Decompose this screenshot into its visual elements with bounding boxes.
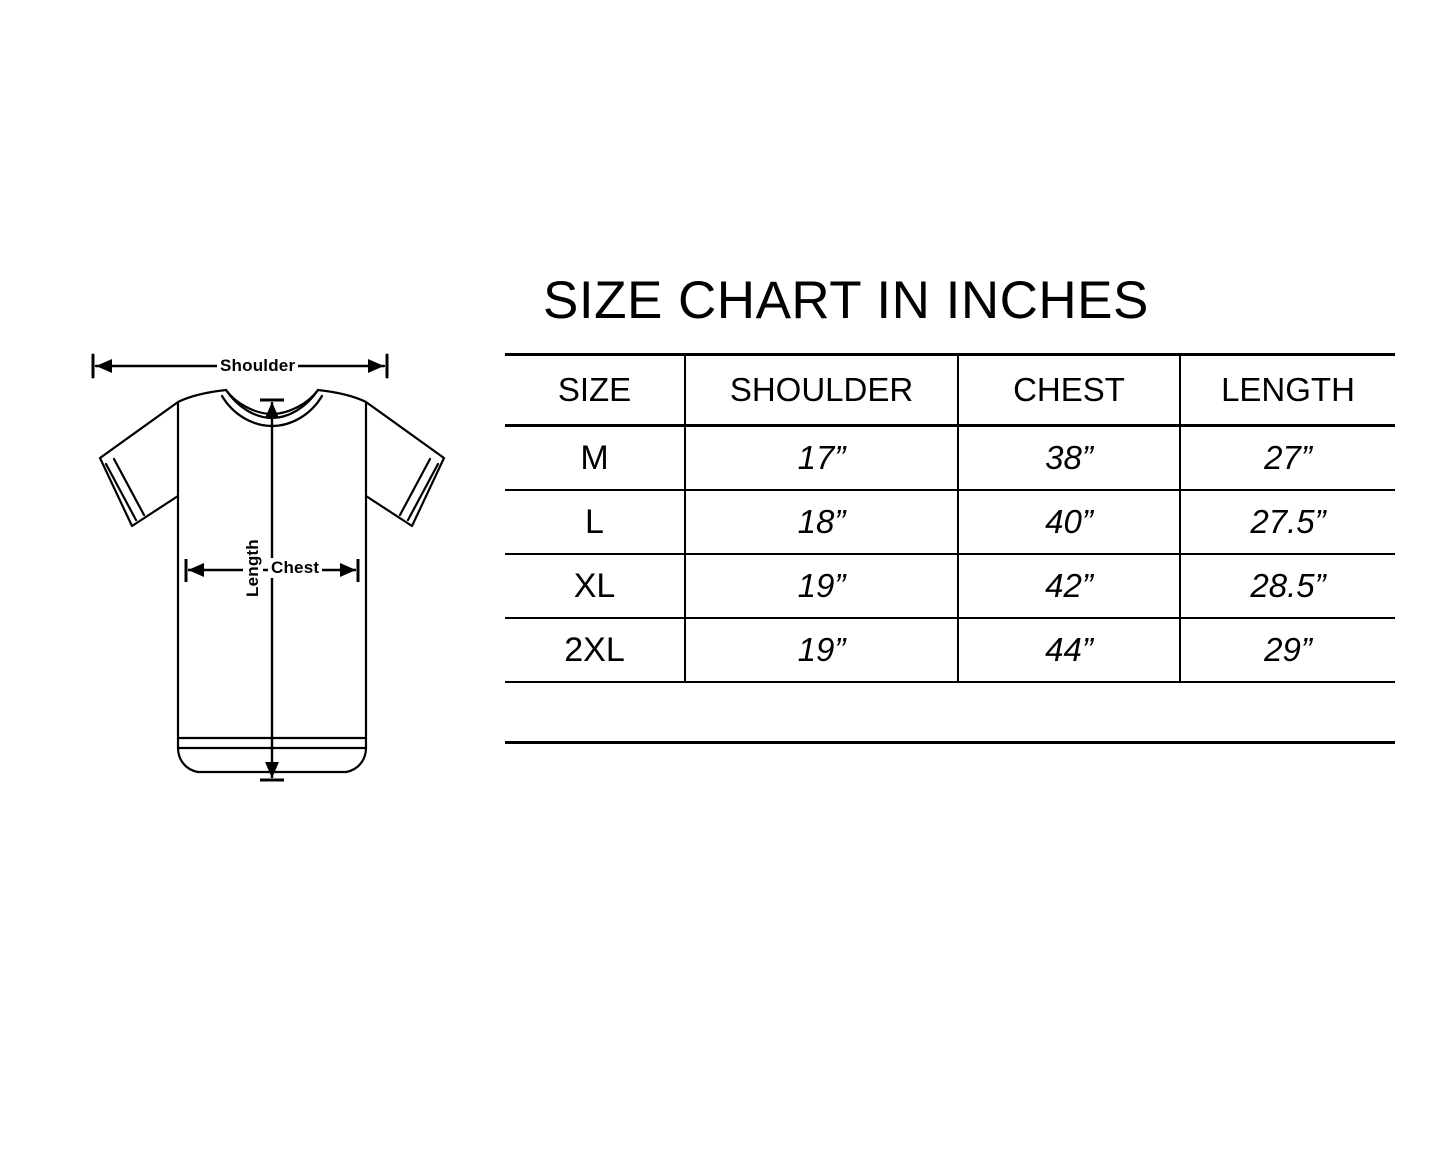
cell-size: L xyxy=(505,490,685,554)
cell-chest: 44” xyxy=(958,618,1180,682)
cell-length: 27” xyxy=(1180,426,1395,491)
cell-shoulder: 19” xyxy=(685,618,958,682)
column-header-length: LENGTH xyxy=(1180,355,1395,426)
length-dimension-label: Length xyxy=(243,536,263,600)
chart-title: SIZE CHART IN INCHES xyxy=(543,271,1149,330)
column-header-shoulder: SHOULDER xyxy=(685,355,958,426)
cell-length: 27.5” xyxy=(1180,490,1395,554)
cell-chest: 38” xyxy=(958,426,1180,491)
size-chart-panel xyxy=(505,270,1395,744)
column-header-size: SIZE xyxy=(505,355,685,426)
cell-chest: 40” xyxy=(958,490,1180,554)
cell-shoulder: 18” xyxy=(685,490,958,554)
table-bottom-rule xyxy=(505,741,1395,744)
tshirt-diagram xyxy=(40,330,500,830)
table-header-row xyxy=(505,355,1395,426)
cell-length: 28.5” xyxy=(1180,554,1395,618)
cell-length: 29” xyxy=(1180,618,1395,682)
column-header-chest: CHEST xyxy=(958,355,1180,426)
cell-shoulder: 19” xyxy=(685,554,958,618)
cell-size: M xyxy=(505,426,685,491)
table-header xyxy=(505,355,1395,426)
chest-dimension-label: Chest xyxy=(268,558,322,578)
shoulder-dimension-label: Shoulder xyxy=(217,356,298,376)
cell-size: XL xyxy=(505,554,685,618)
cell-shoulder: 17” xyxy=(685,426,958,491)
cell-chest: 42” xyxy=(958,554,1180,618)
table-row xyxy=(505,618,1395,682)
table-body xyxy=(505,426,1395,683)
size-chart-table xyxy=(505,353,1395,683)
table-row xyxy=(505,490,1395,554)
tshirt-illustration-svg xyxy=(40,330,500,830)
table-row xyxy=(505,426,1395,491)
table-row xyxy=(505,554,1395,618)
cell-size: 2XL xyxy=(505,618,685,682)
